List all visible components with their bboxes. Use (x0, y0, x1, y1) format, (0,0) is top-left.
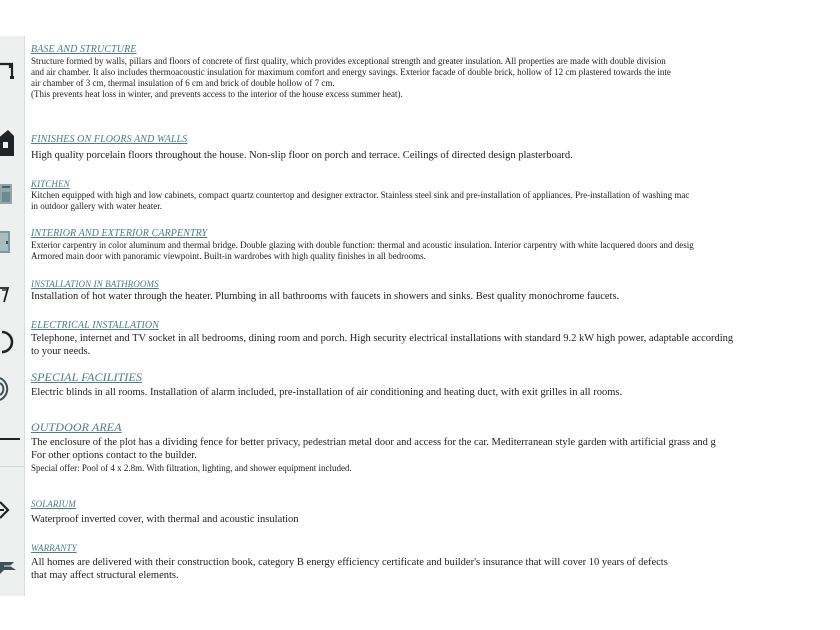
section-body (31, 149, 573, 162)
section-line: Kitchen equipped with high and low cabinets, compact quartz countertop and designer extractor. Stainless steel sink and pre-installation of appliances. Pre-installation of washing mac (31, 190, 690, 200)
section-body (31, 386, 622, 399)
section-heading: INSTALLATION IN BATHROOMS (31, 279, 159, 289)
section-line: Special offer: Pool of 4 x 2.8m. With filtration, lighting, and shower equipment included. (31, 463, 352, 473)
section-finishes-floors-walls (31, 134, 573, 162)
section-line: Armored main door with panoramic viewpoint. Built-in wardrobes with high quality finishes in all bedrooms. (31, 251, 426, 261)
section-line: and air chamber. It also includes thermoacoustic insulation for maximum comfort and energy savings. Exterior facade of double brick, hollow of 12 cm plastered towards the inte (31, 67, 671, 77)
section-electrical-installation (31, 320, 733, 358)
section-installation-bathrooms (31, 278, 619, 303)
section-line: to your needs. (31, 346, 91, 357)
section-line: in outdoor gallery with water heater. (31, 201, 162, 211)
section-line: Structure formed by walls, pillars and floors of concrete of first quality, which provides exceptional strength and greater insulation. All properties are made with double division (31, 56, 666, 66)
section-warranty (31, 542, 668, 582)
crane-icon (0, 56, 22, 84)
section-heading: FINISHES ON FLOORS AND WALLS (31, 134, 188, 145)
section-body (31, 56, 671, 100)
icon-divider (0, 466, 24, 467)
section-line: Installation of hot water through the heater. Plumbing in all bathrooms with faucets in showers and sinks. Best quality monochrome faucets. (31, 291, 620, 302)
section-body (31, 290, 619, 303)
section-line: that may affect structural elements. (31, 570, 179, 581)
icon-strip (0, 36, 25, 596)
section-body (31, 190, 689, 212)
section-body (31, 332, 733, 358)
wifi-icon (0, 374, 22, 402)
section-line: (This prevents heat loss in winter, and prevents access to the interior of the house excess summer heat). (31, 89, 403, 99)
section-body (31, 436, 716, 475)
section-line: For other options contact to the builder. (31, 450, 197, 461)
section-heading: SOLARIUM (31, 499, 76, 509)
section-line: Exterior carpentry in color aluminum and thermal bridge. Double glazing with double function: thermal and acoustic insulation. Interior carpentry with white lacquered doors and desig (31, 240, 694, 250)
section-body (31, 556, 668, 582)
kitchen-icon (0, 180, 22, 208)
section-heading: SPECIAL FACILITIES (31, 370, 143, 384)
section-heading: WARRANTY (31, 543, 77, 553)
section-heading: BASE AND STRUCTURE (31, 44, 137, 55)
section-heading: INTERIOR AND EXTERIOR CARPENTRY (31, 228, 208, 239)
section-line: The enclosure of the plot has a dividing fence for better privacy, pedestrian metal door and access for the car. Mediterranean style garden with artificial grass and g (31, 437, 716, 448)
palm-icon (0, 432, 22, 460)
umbrella-icon (0, 496, 22, 524)
house-icon (0, 128, 22, 156)
section-interior-exterior-carpentry (31, 228, 694, 262)
section-base-and-structure (31, 44, 671, 100)
section-line: Electric blinds in all rooms. Installation of alarm included, pre-installation of air conditioning and heating duct, with exit grilles in all rooms. (31, 387, 623, 398)
section-outdoor-area (31, 420, 716, 475)
section-special-facilities (31, 370, 622, 399)
shield-icon (0, 552, 22, 580)
section-heading: KITCHEN (31, 179, 70, 189)
section-body (31, 513, 299, 526)
section-heading: ELECTRICAL INSTALLATION (31, 320, 159, 331)
section-line: All homes are delivered with their construction book, category B energy efficiency certificate and builder's insurance that will cover 10 years of defects (31, 557, 668, 568)
section-line: Telephone, internet and TV socket in all bedrooms, dining room and porch. High security electrical installations with standard 9.2 kW high power, adaptable according (31, 333, 734, 344)
plug-icon (0, 328, 22, 356)
section-solarium (31, 498, 299, 526)
section-line: air chamber of 3 cm, thermal insulation of 6 cm and brick of double hollow of 7 cm. (31, 78, 335, 88)
door-icon (0, 228, 22, 256)
section-line: Waterproof inverted cover, with thermal and acoustic insulation (31, 514, 299, 525)
section-heading: OUTDOOR AREA (31, 420, 122, 434)
faucet-icon (0, 280, 22, 308)
section-kitchen (31, 178, 689, 212)
section-line: High quality porcelain floors throughout the house. Non-slip floor on porch and terrace. Ceilings of directed design plasterboard. (31, 150, 573, 161)
section-body (31, 240, 694, 262)
